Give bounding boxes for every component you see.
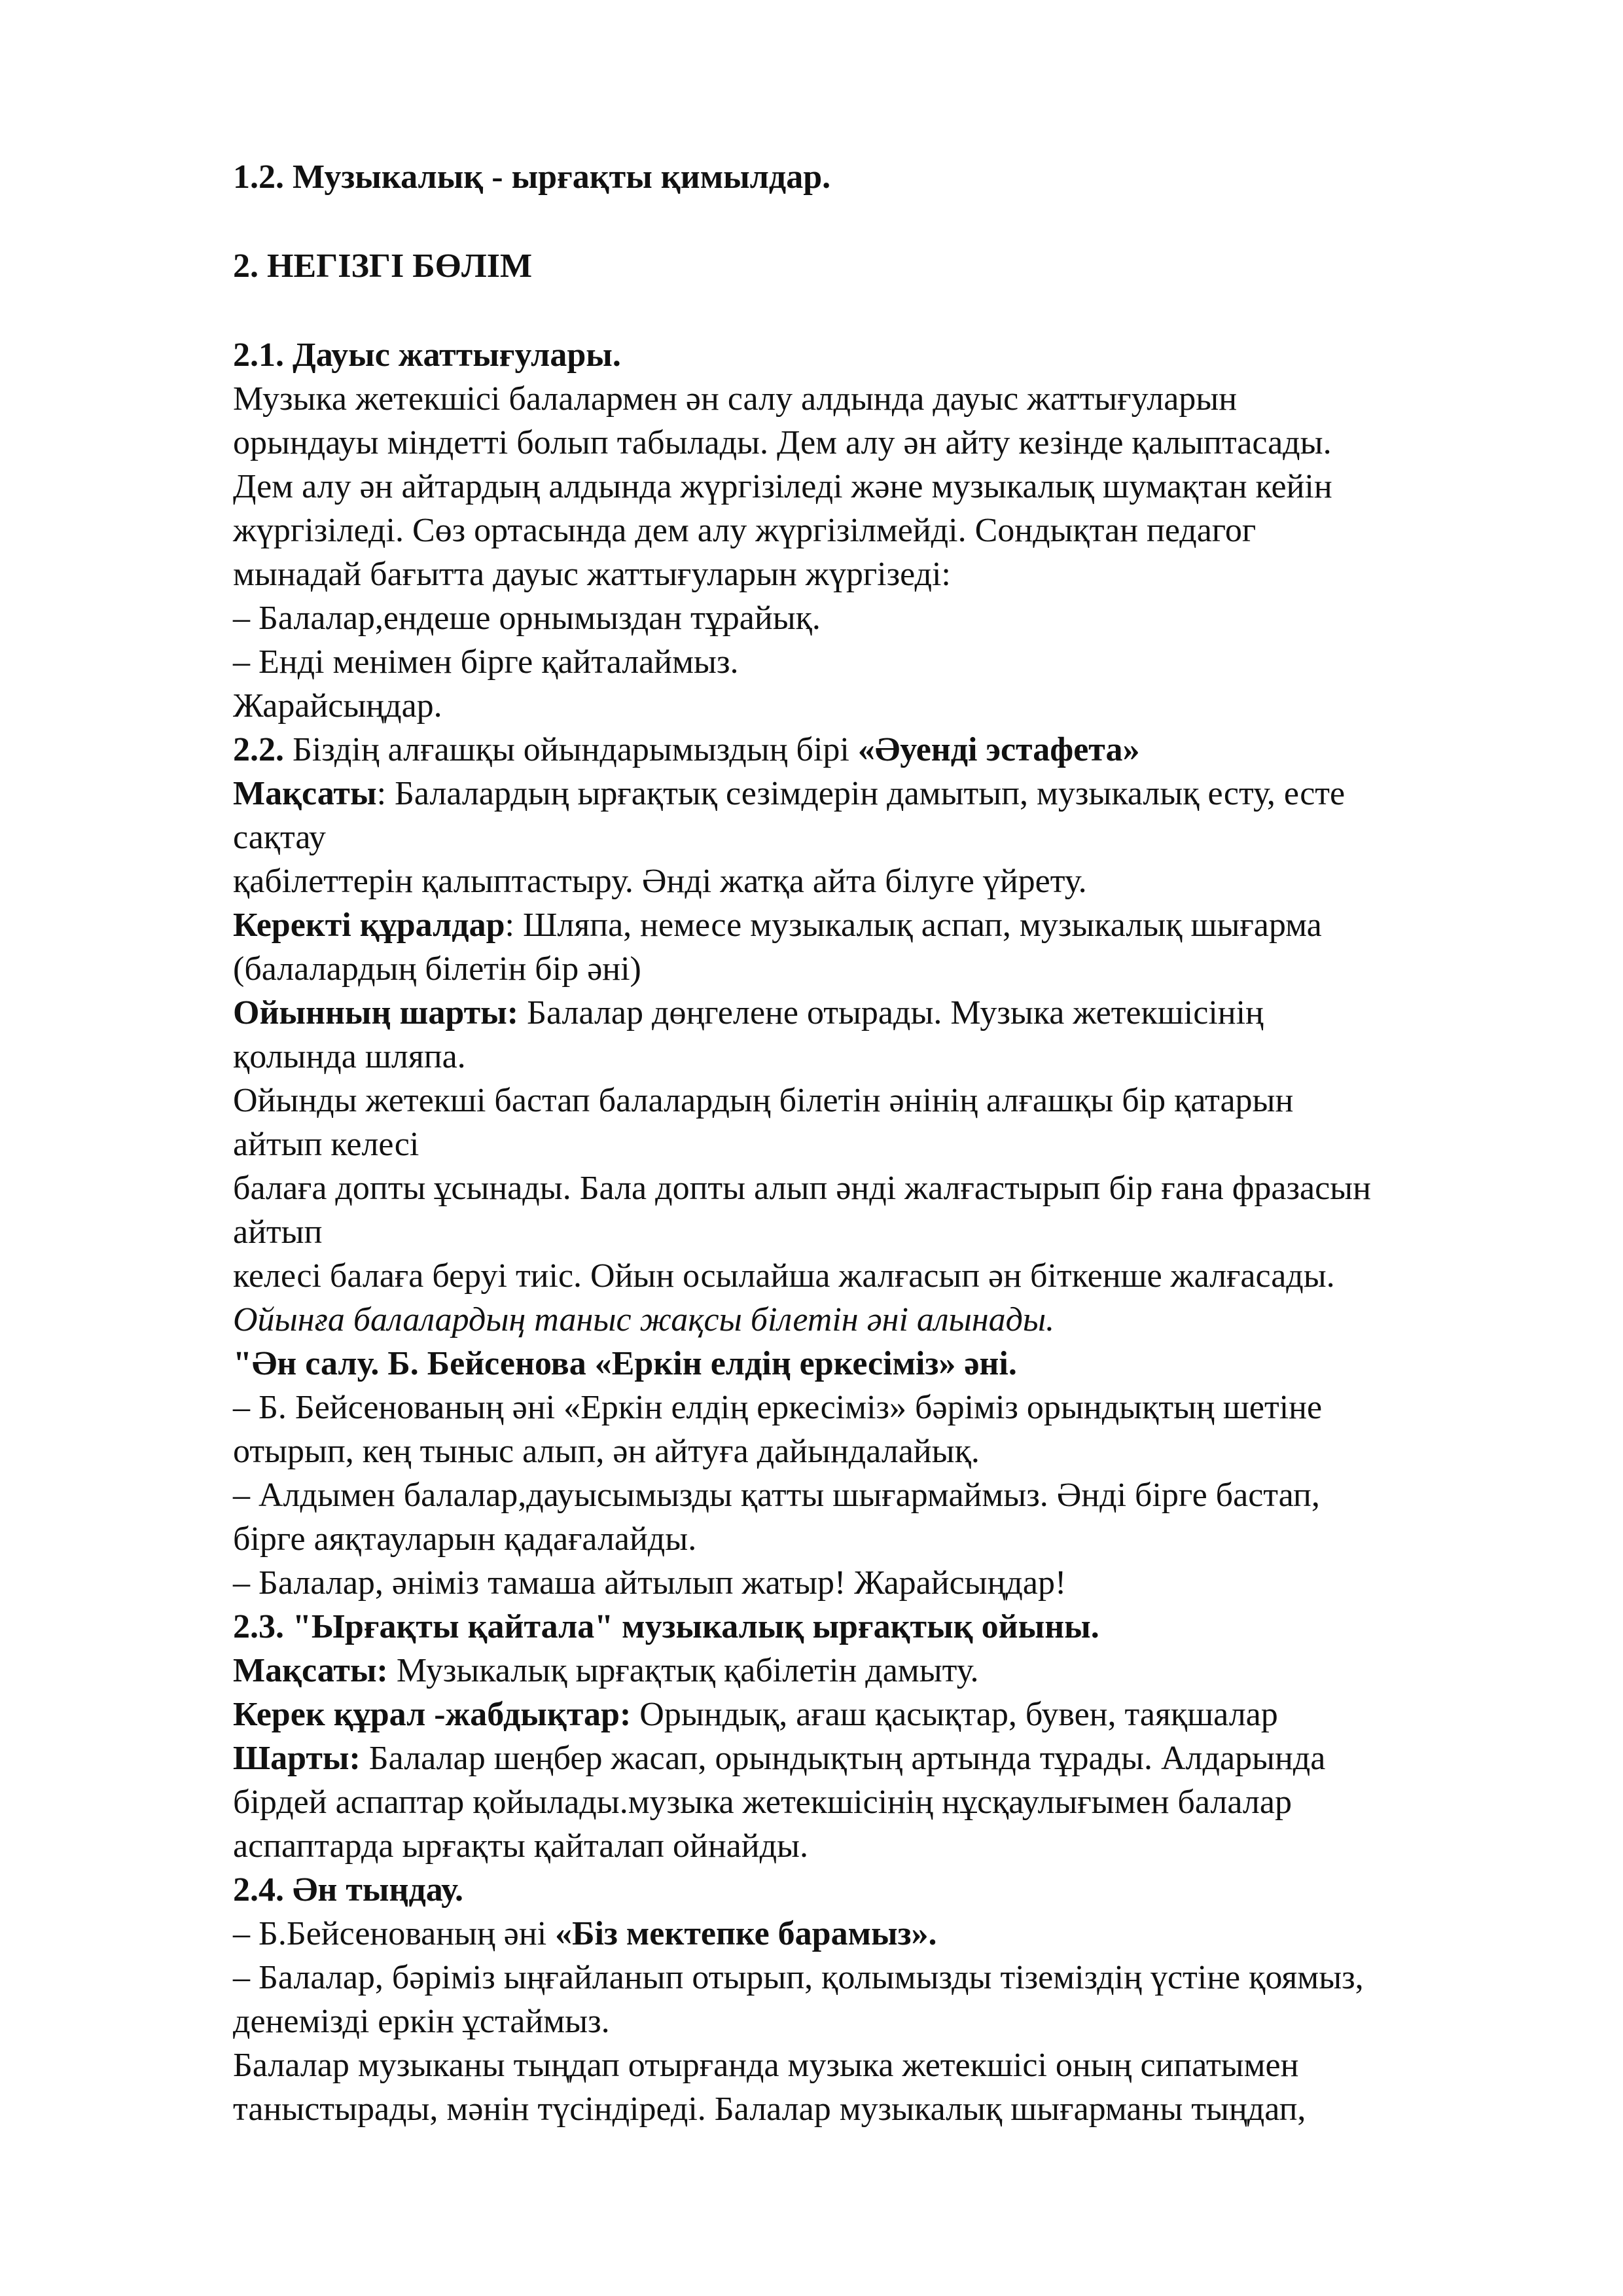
text-span: қолында шляпа.	[233, 1038, 466, 1075]
text-line	[233, 2001, 610, 2042]
text-line	[233, 861, 1087, 902]
label-bold: Ойынның шарты:	[233, 994, 519, 1031]
text-span: айтып келесі	[233, 1126, 419, 1163]
section-heading-2-4	[233, 1870, 463, 1910]
section-heading-2-1	[233, 335, 621, 376]
text-line	[233, 511, 1256, 551]
text-line	[233, 1388, 1322, 1428]
text-line	[233, 1519, 696, 1560]
text-line	[233, 1475, 1320, 1516]
text-span: сақтау	[233, 819, 326, 856]
text-span: – Балалар, бәріміз ыңғайланып отырып, қолымызды тіземіздің үстіне қоямыз,	[233, 1959, 1364, 1996]
text-span: (балалардың білетін бір әні)	[233, 950, 641, 988]
text-span: Дем алу ән айтардың алдында жүргізіледі және музыкалық шумақтан кейін	[233, 468, 1332, 505]
text-span: жүргізіледі. Сөз ортасында дем алу жүргізілмейді. Сондықтан педагог	[233, 512, 1257, 549]
heading-text: 2.1. Дауыс жаттығулары.	[233, 336, 621, 374]
text-span: : Шляпа, немесе музыкалық аспап, музыкалық шығарма	[505, 906, 1322, 944]
text-line	[233, 1782, 1292, 1823]
text-span: келесі балаға беруі тиіс. Ойын осылайша жалғасып ән біткенше жалғасады.	[233, 1257, 1335, 1295]
heading-number: 2.2.	[233, 731, 284, 768]
text-span: Ойынды жетекші бастап балалардың білетін әнінің алғашқы бір қатарын	[233, 1082, 1294, 1119]
text-line	[233, 1914, 937, 1954]
text-line	[233, 1738, 1325, 1779]
text-span: Балалар дөңгелене отырады. Музыка жетекшісінің	[518, 994, 1264, 1031]
label-bold: Мақсаты	[233, 775, 377, 812]
heading-text: 1.2. Музыкалық - ырғақты қимылдар.	[233, 158, 831, 196]
text-span: бірдей аспаптар қойылады.музыка жетекшісінің нұсқаулығымен балалар	[233, 1784, 1292, 1821]
text-line	[233, 1168, 1371, 1209]
text-span: денемізді еркін ұстаймыз.	[233, 2003, 610, 2040]
text-span: – Б.Бейсенованың әні	[233, 1915, 556, 1952]
text-span: Балалар музыканы тыңдап отырғанда музыка жетекшісі оның сипатымен	[233, 2047, 1299, 2084]
text-span: орындауы міндетті болып табылады. Дем алу ән айту кезінде қалыптасады.	[233, 424, 1332, 461]
text-line	[233, 1300, 1054, 1340]
text-line	[233, 905, 1322, 946]
text-span: таныстырады, мәнін түсіндіреді. Балалар музыкалық шығарманы тыңдап,	[233, 2090, 1306, 2128]
text-line	[233, 1431, 980, 1472]
text-line	[233, 2089, 1306, 2130]
text-span: қабілеттерін қалыптастыру. Әнді жатқа айта білуге үйрету.	[233, 863, 1087, 900]
text-line	[233, 949, 641, 990]
text-span: – Балалар, әніміз тамаша айтылып жатыр! Жарайсыңдар!	[233, 1564, 1067, 1602]
text-span: Орындық, ағаш қасықтар, бувен, таяқшалар	[631, 1696, 1278, 1733]
text-span: – Балалар,ендеше орнымыздан тұрайық.	[233, 600, 821, 637]
text-line	[233, 1651, 979, 1691]
text-span: бірге аяқтауларын қадағалайды.	[233, 1520, 697, 1558]
text-span: : Балалардың ырғақтық сезімдерін дамытып, музыкалық есту, есте	[376, 775, 1346, 812]
section-heading-1-2	[233, 157, 830, 198]
text-line	[233, 1958, 1364, 1998]
text-line	[233, 2045, 1298, 2086]
label-bold: Керекті құралдар	[233, 906, 505, 944]
text-line	[233, 467, 1332, 507]
text-span: Жарайсыңдар.	[233, 687, 442, 725]
heading-text: 2.4. Ән тыңдау.	[233, 1871, 463, 1909]
label-bold: Шарты:	[233, 1740, 361, 1777]
song-title: «Біз мектепке барамыз».	[555, 1915, 937, 1952]
text-line	[233, 423, 1332, 463]
text-line	[233, 686, 442, 726]
text-line	[233, 774, 1345, 814]
text-span: – Б. Бейсенованың әні «Еркін елдің еркесіміз» бәріміз орындықтың шетіне	[233, 1389, 1323, 1426]
text-line	[233, 993, 1264, 1033]
text-span: балаға допты ұсынады. Бала допты алып әнді жалғастырып бір ғана фразасын	[233, 1170, 1371, 1207]
label-bold: Мақсаты:	[233, 1652, 388, 1689]
section-heading-2-3	[233, 1607, 1099, 1647]
heading-text: 2.3. "Ырғақты қайтала" музыкалық ырғақтық ойыны.	[233, 1608, 1099, 1645]
text-line	[233, 598, 821, 639]
text-span: аспаптарда ырғақты қайталап ойнайды.	[233, 1827, 808, 1865]
italic-note: Ойынға балалардың таныс жақсы білетін әні алынады.	[233, 1301, 1055, 1338]
text-span: Музыка жетекшісі балалармен ән салу алдында дауыс жаттығуларын	[233, 380, 1238, 418]
label-bold: Керек құрал -жабдықтар:	[233, 1696, 632, 1733]
text-span: Балалар шеңбер жасап, орындықтың артында тұрады. Алдарында	[360, 1740, 1326, 1777]
heading-text: 2. НЕГІЗГІ БӨЛІМ	[233, 247, 533, 285]
text-line	[233, 554, 951, 595]
text-span: Музыкалық ырғақтық қабілетін дамыту.	[387, 1652, 979, 1689]
text-line	[233, 1037, 466, 1077]
text-line	[233, 1826, 808, 1867]
text-span: отырып, кең тыныс алып, ән айтуға дайындалайық.	[233, 1433, 980, 1470]
section-heading-2-2	[233, 730, 1139, 770]
text-line	[233, 1212, 322, 1253]
text-line	[233, 642, 739, 683]
song-heading: "Ән салу. Б. Бейсенова «Еркін елдің еркесіміз» әні.	[233, 1345, 1017, 1382]
text-line	[233, 1563, 1066, 1604]
text-line	[233, 817, 326, 858]
text-span: – Алдымен балалар,дауысымызды қатты шығармаймыз. Әнді бірге бастап,	[233, 1477, 1320, 1514]
text-line	[233, 1344, 1017, 1384]
text-span: айтып	[233, 1213, 323, 1251]
section-heading-2	[233, 246, 532, 287]
text-line	[233, 1256, 1335, 1297]
text-line	[233, 379, 1237, 420]
text-line	[233, 1695, 1278, 1735]
text-span: мынадай бағытта дауыс жаттығуларын жүргізеді:	[233, 556, 951, 593]
text-span: – Енді менімен бірге қайталаймыз.	[233, 643, 739, 681]
text-line	[233, 1124, 419, 1165]
text-span: Біздің алғашқы ойындарымыздың бірі	[284, 731, 858, 768]
text-line	[233, 1081, 1293, 1121]
game-title: «Әуенді эстафета»	[857, 731, 1140, 768]
